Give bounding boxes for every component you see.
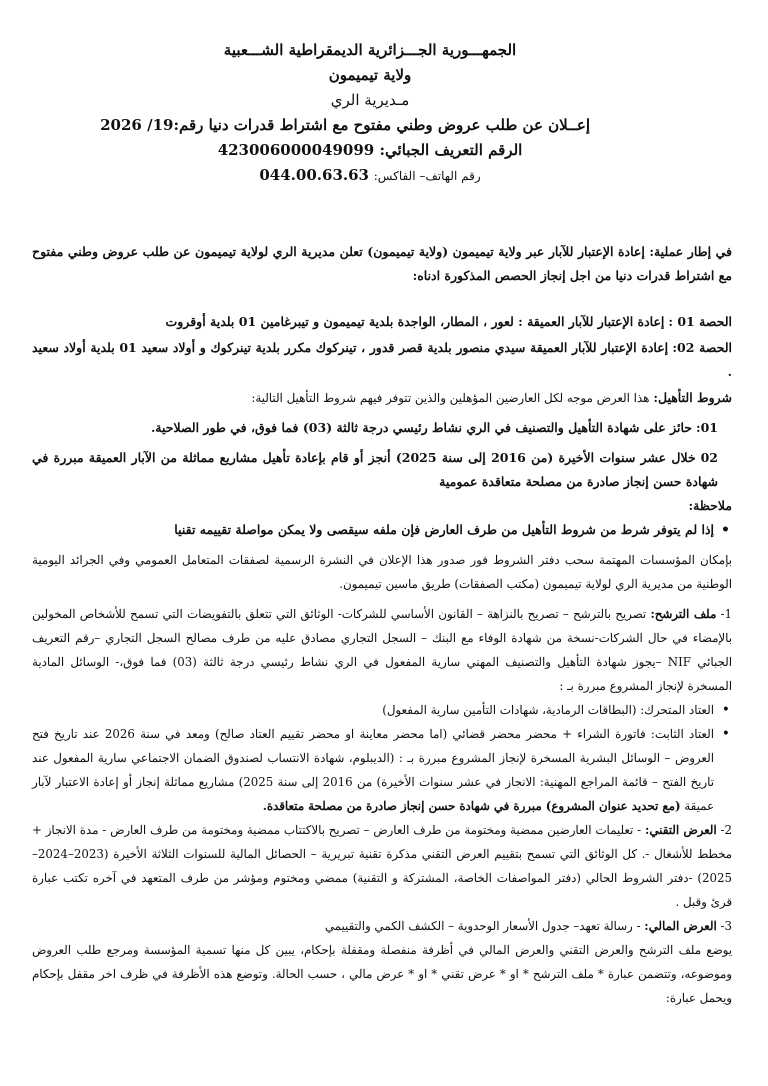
qualification-text: هذا العرض موجه لكل العارضين المؤهلين والذين تتوفر فيهم شروط التأهيل التالية:: [251, 391, 650, 405]
financial-offer-text: - رسالة تعهد– جدول الأسعار الوحدوية – الكشف الكمي والتقييمي: [324, 919, 641, 933]
fixed-equipment-bold: (مع تحديد عنوان المشروع) مبررة في شهادة حسن إنجاز صادرة من مصلحة متعاقدة.: [262, 799, 681, 813]
announcement-title: إعــلان عن طلب عروض وطني مفتوح مع اشتراط قدرات دنيا رقم:19/ 2026: [100, 116, 590, 134]
phone-value: 044.00.63.63: [259, 166, 369, 184]
qualification-item-02-num: 02: [700, 450, 718, 465]
lot-01: [32, 310, 732, 334]
candidature-file-text: تصريح بالترشح – تصريح بالنزاهة – القانون الأساسي للشركات- الوثائق التي تتعلق بالتفويضات التي تسمح للأشخاص المخولين بالإمضاء في حال الشركات-نسخة من شهادة الوفاء مع البنك – السجل التجاري مصادق عليه من طرف مصالح السجل التجاري –رقم التعريف الجبائي NIF –يجوز شهادة التأهيل والتصنيف المهني سارية المفعول في الري نشاط رئيسي درجة ثالثة (03) فما فوق،- الوسائل المادية المسخرة لإنجاز المشروع مبررة بـ :: [32, 607, 732, 693]
phone-label: رقم الهاتف– الفاكس:: [373, 169, 481, 183]
lot-01-text: إعادة الإعتبار للآبار العميقة : لعور ، المطار، الواجدة بلدية تيميمون و تيبرغامين 01 بلدية أوقروت: [165, 314, 665, 329]
intro-paragraph: في إطار عملية: إعادة الإعتبار للآبار عبر ولاية تيميمون (ولاية تيميمون) تعلن مديرية الري لولاية تيميمون عن طلب عروض وطني مفتوح مع اشتراط قدرات دنيا من اجل إنجاز الحصص المذكورة ادناه:: [32, 244, 732, 283]
candidature-file-title: ملف الترشح:: [650, 607, 717, 621]
fixed-equipment-text: العتاد الثابت: فاتورة الشراء + محضر محضر قضائي (اما محضر معاينة او محضر تقييم العتاد صالح) ومعد في سنة 2026 عند تاريخ فتح العروض – الوسائل البشرية المسخرة لإنجاز المشروع مبررة بـ : (الديبلوم، شهادة الانتساب لصندوق الضمان الاجتماعي سارية المفعول عند تاريخ الفتح – قائمة المراجع المهنية: الانجاز في عشر سنوات الأخيرة) من 2016 إلى سنة 2025) مشاريع مماثلة إنجاز أو إعادة الاعتبار لآبار عميقة: [32, 727, 714, 813]
candidature-file-num: 1-: [720, 607, 733, 621]
lot-02-text: إعادة الإعتبار للآبار العميقة سيدي منصور بلدية قصر قدور ، تينركوك مكرر بلدية تينركوك و أولاد سعيد 01 بلدية أولاد سعيد .: [32, 340, 732, 379]
phone-fax: [150, 163, 590, 189]
financial-offer-title: العرض المالي:: [644, 919, 717, 933]
technical-offer-title: العرض التقني:: [644, 823, 717, 837]
financial-offer-num: 3-: [720, 919, 732, 933]
fixed-equipment-bullet: [32, 722, 732, 818]
qualification-item-02: [32, 446, 732, 494]
document-body: [32, 240, 732, 1010]
republic-title: الجمهـــورية الجـــزائرية الديمقراطية الشـــعبية: [223, 41, 517, 59]
candidature-file: [32, 602, 732, 698]
lot-02-label: الحصة 02:: [672, 340, 732, 355]
mobile-equipment-bullet: • العتاد المتحرك: (البطاقات الرمادية، شهادات التأمين سارية المفعول): [32, 698, 732, 722]
document-header: [100, 38, 590, 189]
closing-paragraph: يوضع ملف الترشح والعرض التقني والعرض المالي في أظرفة منفصلة ومقفلة بإحكام، يبين كل منها تسمية المؤسسة ومرجع طلب العروض وموضوعه، وتتضمن عبارة * ملف الترشح * او * عرض تقني * او * عرض مالي ، حسب الحالة. وتوضع هذه الأظرفة في ظرف اخر مقفل بإحكام ويحمل عبارة:: [32, 943, 732, 1005]
tax-id-label: الرقم التعريف الجبائي:: [379, 141, 523, 159]
lot-02: [32, 336, 732, 384]
qualification-item-02-text: خلال عشر سنوات الأخيرة (من 2016 إلى سنة 2025) أنجز أو قام بإعادة تأهيل مشاريع مماثلة من الآبار العميقة مبررة في شهادة حسن إنجاز صادرة من مصلحة متعاقدة عمومية: [32, 450, 718, 489]
note-label: ملاحظة:: [688, 498, 732, 513]
withdraw-paragraph: بإمكان المؤسسات المهتمة سحب دفتر الشروط فور صدور هذا الإعلان في النشرة الرسمية لصفقات المتعامل العمومي وفي الجرائد اليومية الوطنية من مديرية الري لولاية تيميمون (مكتب الصفقات) طريق ماسين تيميمون.: [32, 553, 732, 591]
tax-id: [150, 138, 590, 163]
qualification-item-01-num: 01:: [695, 420, 718, 435]
qualification-label: شروط التأهيل:: [653, 390, 732, 405]
tax-id-value: 423006000049099: [217, 141, 375, 159]
financial-offer: [32, 914, 732, 938]
technical-offer-text: - تعليمات العارضين ممضية ومختومة من طرف العارض – تصريح بالاكتتاب ممضية ومختومة من طرف العارض - مدة الانجاز + مخطط للأشغال -. كل الوثائق التي تسمح بتقييم العرض التقني مذكرة تقنية تبريرية – الحصائل المالية للسنوات الثلاثة الأخيرة (2023–2024–2025) -دفتر الشروط الحالي (دفتر المواصفات الخاصة، المشتركة و التقنية) ممضي ومختوم ومؤشر من طرف المتعهد في آخره تكتب عبارة قرئ وقبل .: [32, 823, 732, 909]
lot-01-label: الحصة 01 :: [668, 314, 732, 329]
technical-offer-num: 2-: [720, 823, 732, 837]
directorate-name: مـديرية الري: [330, 91, 410, 109]
qualification-item-01-text: حائز على شهادة التأهيل والتصنيف في الري نشاط رئيسي درجة ثالثة (03) فما فوق، في طور الصلاحية.: [150, 420, 692, 435]
note-bullet: • إذا لم يتوفر شرط من شروط التأهيل من طرف العارض فإن ملفه سيقصى ولا يمكن مواصلة تقييمه تقنيا: [32, 518, 732, 542]
qualification-item-01: [32, 416, 732, 440]
technical-offer: [32, 818, 732, 914]
wilaya-name: ولاية تيميمون: [328, 66, 412, 84]
qualification-conditions: [32, 386, 732, 410]
